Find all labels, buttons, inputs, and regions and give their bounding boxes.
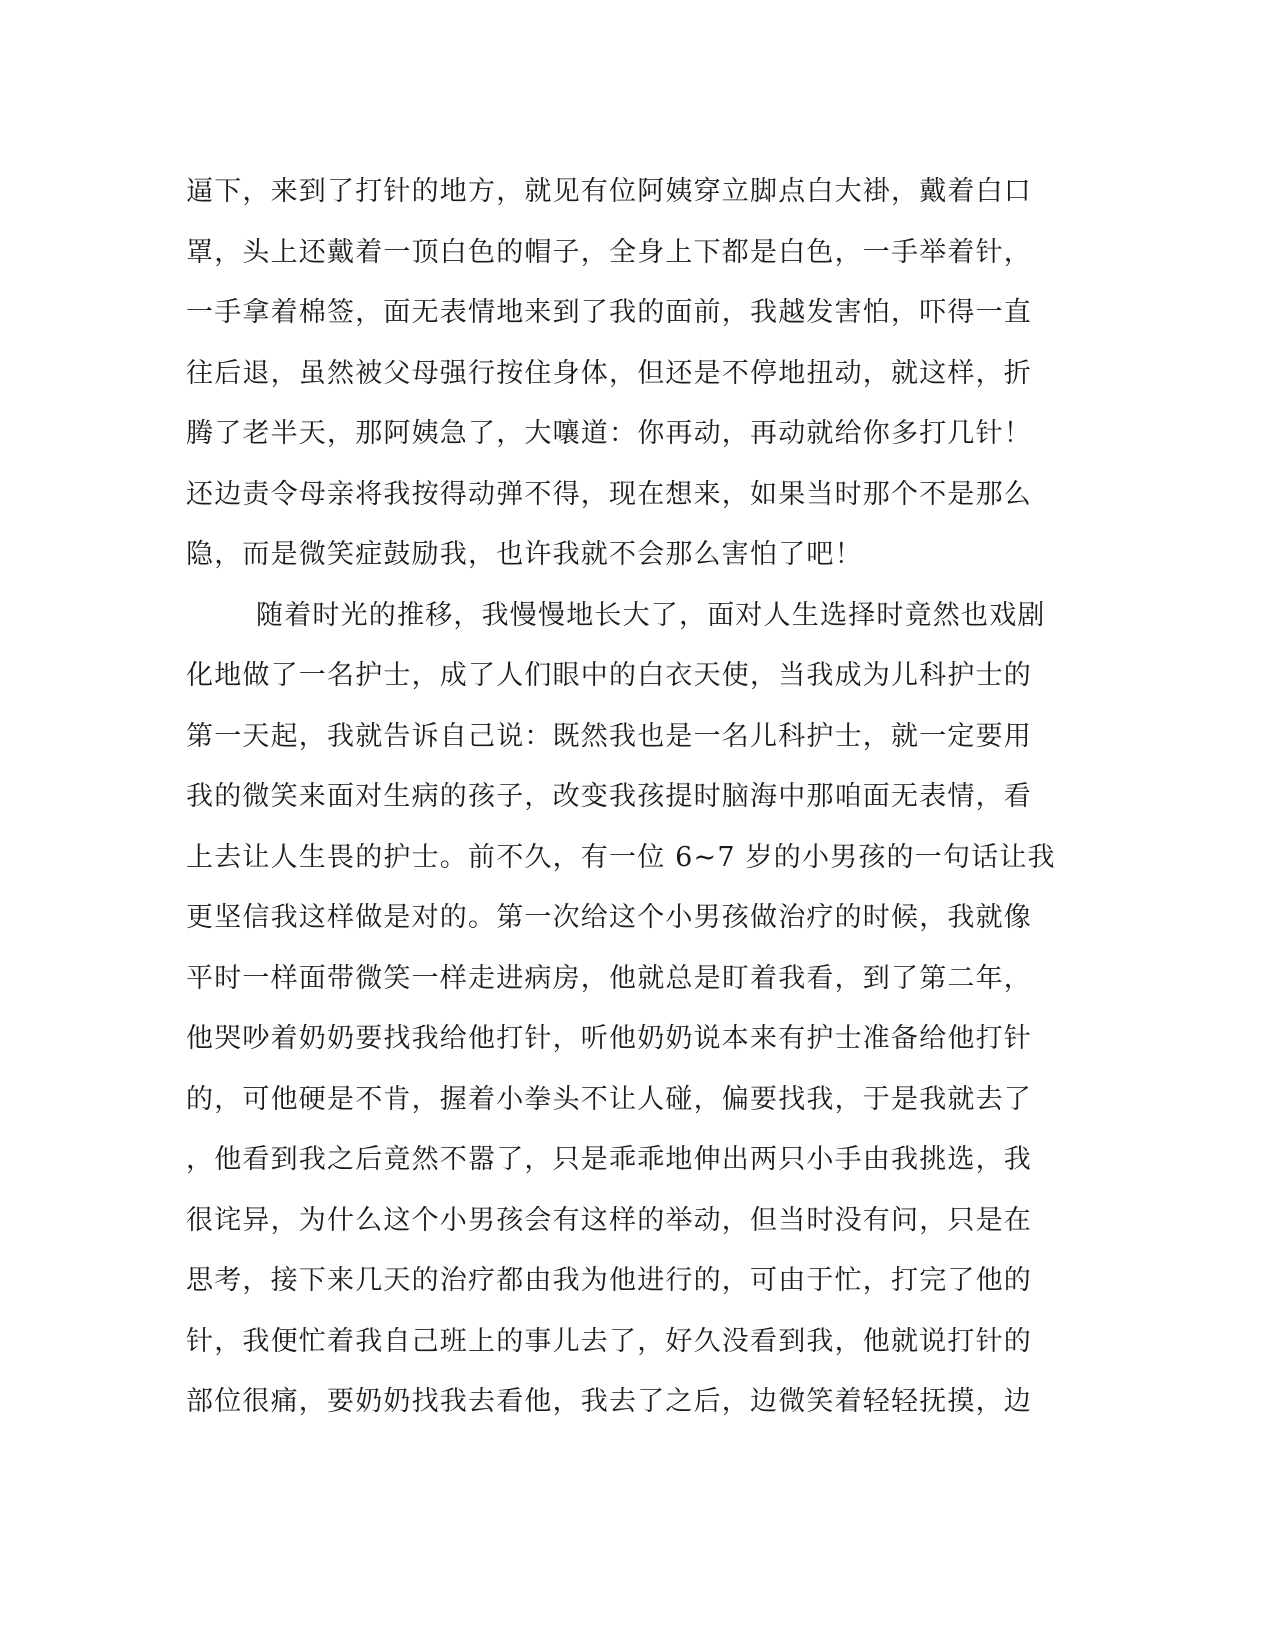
text-line: 第一天起，我就告诉自己说：既然我也是一名儿科护士，就一定要用 — [186, 720, 1032, 752]
text-line: 很诧异，为什么这个小男孩会有这样的举动，但当时没有问，只是在 — [186, 1204, 1032, 1236]
text-line: 化地做了一名护士，成了人们眼中的白衣天使，当我成为儿科护士的 — [186, 660, 1032, 691]
text-line: 还边责令母亲将我按得动弹不得，现在想来，如果当时那个不是那么 — [186, 478, 1032, 510]
text-line: 我的微笑来面对生病的孩子，改变我孩提时脑海中那咱面无表情，看 — [186, 781, 1032, 812]
text-line: 一手拿着棉签，面无表情地来到了我的面前，我越发害怕，吓得一直 — [186, 297, 1032, 328]
body-text — [186, 162, 1066, 1433]
text-line: 更坚信我这样做是对的。第一次给这个小男孩做治疗的时候，我就像 — [186, 902, 1032, 933]
text-line: 平时一样面带微笑一样走进病房，他就总是盯着我看，到了第二年， — [186, 962, 1032, 994]
text-line: ，他看到我之后竟然不嚣了，只是乖乖地伸出两只小手由我挑选，我 — [186, 1144, 1032, 1175]
text-line: 逼下，来到了打针的地方，就见有位阿姨穿立脚点白大褂，戴着白口 — [186, 176, 1032, 207]
text-line: 隐，而是微笑症鼓励我，也许我就不会那么害怕了吧！ — [186, 539, 863, 570]
text-line: 上去让人生畏的护士。前不久，有一位 6~7 岁的小男孩的一句话让我 — [186, 841, 1056, 873]
text-line: 针，我便忙着我自己班上的事儿去了，好久没看到我，他就说打针的 — [186, 1325, 1032, 1357]
text-line: 部位很痛，要奶奶找我去看他，我去了之后，边微笑着轻轻抚摸，边 — [186, 1386, 1032, 1417]
text-line: 他哭吵着奶奶要找我给他打针，听他奶奶说本来有护士准备给他打针 — [186, 1023, 1032, 1054]
text-line: 腾了老半天，那阿姨急了，大嚷道：你再动，再动就给你多打几针！ — [186, 418, 1032, 449]
text-line: 思考，接下来几天的治疗都由我为他进行的，可由于忙，打完了他的 — [186, 1265, 1032, 1296]
paragraph-start-line: 随着时光的推移，我慢慢地长大了，面对人生选择时竟然也戏剧 — [256, 599, 1046, 631]
text-line: 往后退，虽然被父母强行按住身体，但还是不停地扭动，就这样，折 — [186, 357, 1032, 389]
text-line: 的，可他硬是不肯，握着小拳头不让人碰，偏要找我，于是我就去了 — [186, 1083, 1032, 1115]
text-line: 罩，头上还戴着一顶白色的帽子，全身上下都是白色，一手举着针， — [186, 236, 1032, 268]
